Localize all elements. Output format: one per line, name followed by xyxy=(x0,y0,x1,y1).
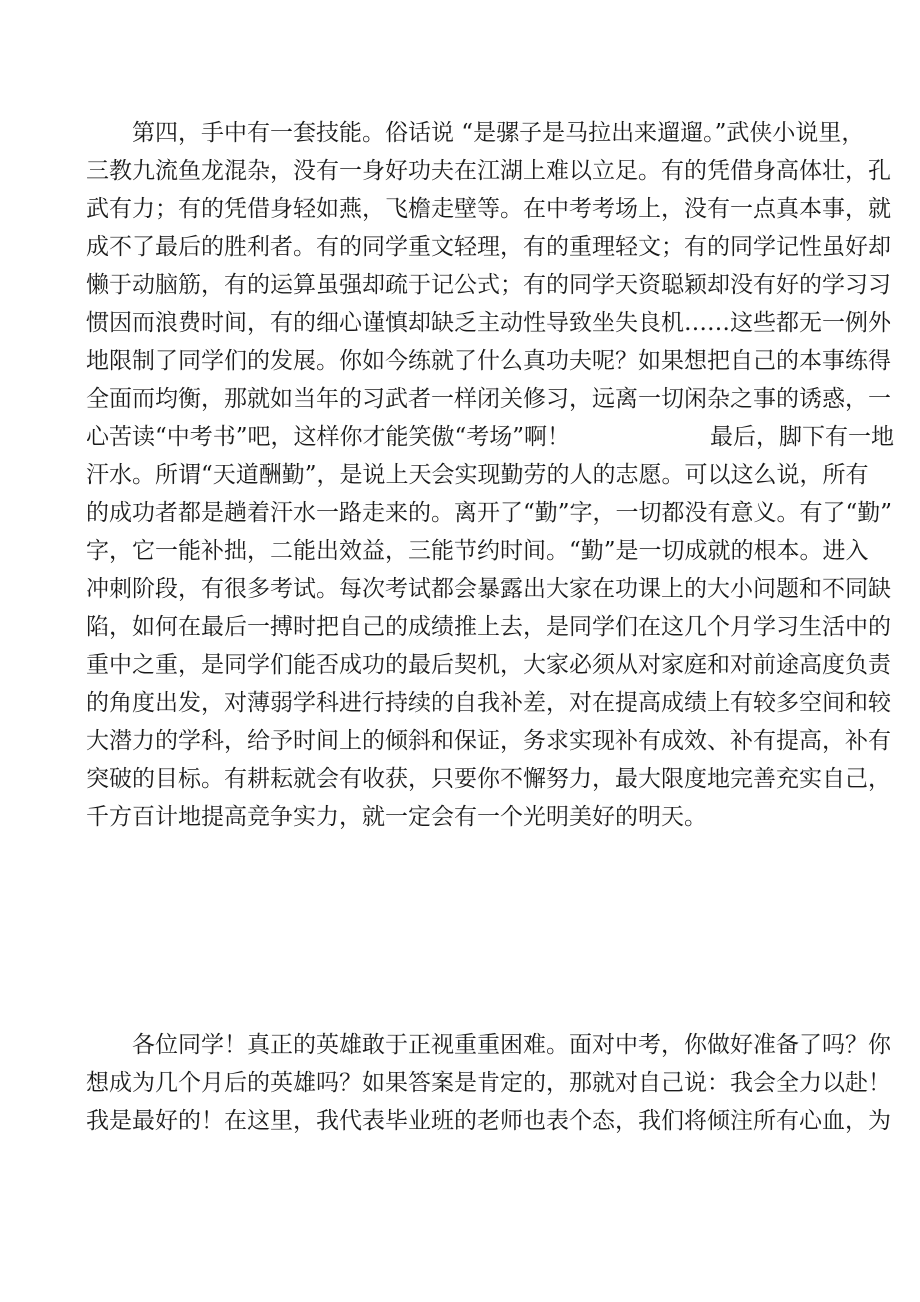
text-segment: 心苦读“中考书”吧，这样你才能笑傲“考场”啊！ xyxy=(86,424,571,450)
paragraph-closing xyxy=(86,1026,891,1140)
text-line: 千方百计地提高竞争实力，就一定会有一个光明美好的明天。 xyxy=(86,804,707,830)
text-line-mixed xyxy=(86,418,895,456)
text-line: 惯因而浪费时间，有的细心谨慎却缺乏主动性导致坐失良机……这些都无一例外 xyxy=(86,310,891,336)
paragraph-skills xyxy=(86,114,895,456)
text-line: 我是最好的！在这里，我代表毕业班的老师也表个态，我们将倾注所有心血，为 xyxy=(86,1108,891,1134)
text-line: 冲刺阶段，有很多考试。每次考试都会暴露出大家在功课上的大小问题和不同缺 xyxy=(86,576,891,602)
text-line: 武有力；有的凭借身轻如燕，飞檐走壁等。在中考考场上，没有一点真本事，就 xyxy=(86,196,891,222)
text-line: 陷，如何在最后一搏时把自己的成绩推上去，是同学们在这几个月学习生活中的 xyxy=(86,614,891,640)
text-line: 汗水。所谓“天道酬勤”，是说上天会实现勤劳的人的志愿。可以这么说，所有 xyxy=(86,462,869,488)
text-line: 三教九流鱼龙混杂，没有一身好功夫在江湖上难以立足。有的凭借身高体壮，孔 xyxy=(86,158,891,184)
text-line: 成不了最后的胜利者。有的同学重文轻理，有的重理轻文；有的同学记性虽好却 xyxy=(86,234,891,260)
text-line: 字，它一能补拙，二能出效益，三能节约时间。“勤”是一切成就的根本。进入 xyxy=(86,538,869,564)
paragraph-diligence xyxy=(86,456,893,836)
text-line: 全面而均衡，那就如当年的习武者一样闭关修习，远离一切闲杂之事的诱惑，一 xyxy=(86,386,891,412)
text-line: 地限制了同学们的发展。你如今练就了什么真功夫呢？如果想把自己的本事练得 xyxy=(86,348,891,374)
text-line: 突破的目标。有耕耘就会有收获，只要你不懈努力，最大限度地完善充实自己， xyxy=(86,766,891,792)
text-line: 各位同学！真正的英雄敢于正视重重困难。面对中考，你做好准备了吗？你 xyxy=(132,1032,891,1058)
text-line: 懒于动脑筋，有的运算虽强却疏于记公式；有的同学天资聪颖却没有好的学习习 xyxy=(86,272,891,298)
text-line: 第四，手中有一套技能。俗话说 “是骡子是马拉出来遛遛。”武侠小说里， xyxy=(132,120,865,146)
text-line: 想成为几个月后的英雄吗？如果答案是肯定的，那就对自己说：我会全力以赴！ xyxy=(86,1070,891,1096)
text-segment: 最后，脚下有一地 xyxy=(710,424,895,450)
text-line: 大潜力的学科，给予时间上的倾斜和保证，务求实现补有成效、补有提高，补有 xyxy=(86,728,891,754)
text-line: 的角度出发，对薄弱学科进行持续的自我补差，对在提高成绩上有较多空间和较 xyxy=(86,690,891,716)
text-line: 重中之重，是同学们能否成功的最后契机，大家必须从对家庭和对前途高度负责 xyxy=(86,652,891,678)
text-line: 的成功者都是趟着汗水一路走来的。离开了“勤”字，一切都没有意义。有了“勤” xyxy=(86,500,893,526)
